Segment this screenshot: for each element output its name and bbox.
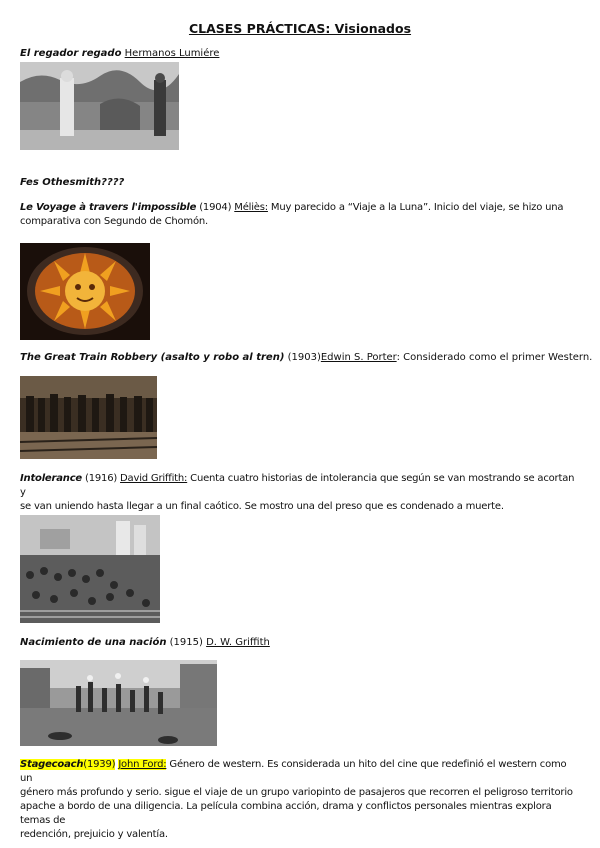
film-description: apache a bordo de una diligencia. La película combina acción, drama y conflictos personales mientras explora temas de [20, 801, 552, 826]
film-still-train [20, 376, 157, 459]
film-title: El regador regado [20, 48, 122, 59]
film-title: Nacimiento de una nación [20, 637, 167, 648]
film-title: Intolerance [20, 473, 83, 484]
film-title: Fes Othesmith???? [20, 177, 125, 188]
director-name: John Ford: [118, 759, 167, 770]
film-description: : Considerado como el primer Western. [396, 352, 593, 363]
film-title: The Great Train Robbery (asalto y robo al tren) [20, 352, 285, 363]
film-still-regador [20, 62, 179, 150]
film-still-intolerance [20, 515, 160, 623]
film-title: Le Voyage à travers l'impossible [20, 202, 197, 213]
film-description: género más profundo y serio. sigue el viaje de un grupo variopinto de pasajeros que recorren el peligroso territorio [20, 787, 573, 798]
film-still-nacimiento [20, 660, 217, 746]
film-description: redención, prejuicio y valentía. [20, 829, 168, 840]
director-name: Méliès: [234, 202, 268, 213]
director-name: David Griffith: [120, 473, 188, 484]
entry-line [20, 201, 580, 215]
film-description: Cuenta cuatro historias de intolerancia que según se van mostrando se acortan y [20, 473, 575, 498]
entry-regador-heading [20, 47, 219, 61]
film-title: Stagecoach [20, 759, 84, 770]
entry-intolerance-text [20, 472, 580, 514]
director-name: Hermanos Lumiére [124, 48, 220, 59]
entry-train-heading [20, 351, 592, 365]
entry-voyage-text [20, 201, 580, 229]
film-year: (1903) [287, 352, 321, 363]
entry-line [20, 472, 580, 500]
entry-nacimiento-heading [20, 636, 270, 650]
film-description: se van uniendo hasta llegar a un final caótico. Se mostro una del preso que es condenado a muerte. [20, 501, 504, 512]
entry-line [20, 758, 580, 786]
director-name: D. W. Griffith [206, 637, 270, 648]
film-description: Género de western. Es considerada un hito del cine que redefinió el western como un [20, 759, 567, 784]
director-name: Edwin S. Porter [320, 352, 397, 363]
film-description: comparativa con Segundo de Chomón. [20, 216, 208, 227]
film-year: (1916) [85, 473, 118, 484]
film-year: (1939) [83, 759, 116, 770]
film-description: Muy parecido a “Viaje a la Luna”. Inicio del viaje, se hizo una [270, 202, 564, 213]
film-year: (1915) [169, 637, 203, 648]
entry-stagecoach-text [20, 758, 580, 842]
film-year: (1904) [199, 202, 232, 213]
page-title: CLASES PRÁCTICAS: Visionados [188, 21, 412, 36]
entry-fes-heading [20, 176, 124, 190]
film-still-voyage [20, 243, 150, 340]
